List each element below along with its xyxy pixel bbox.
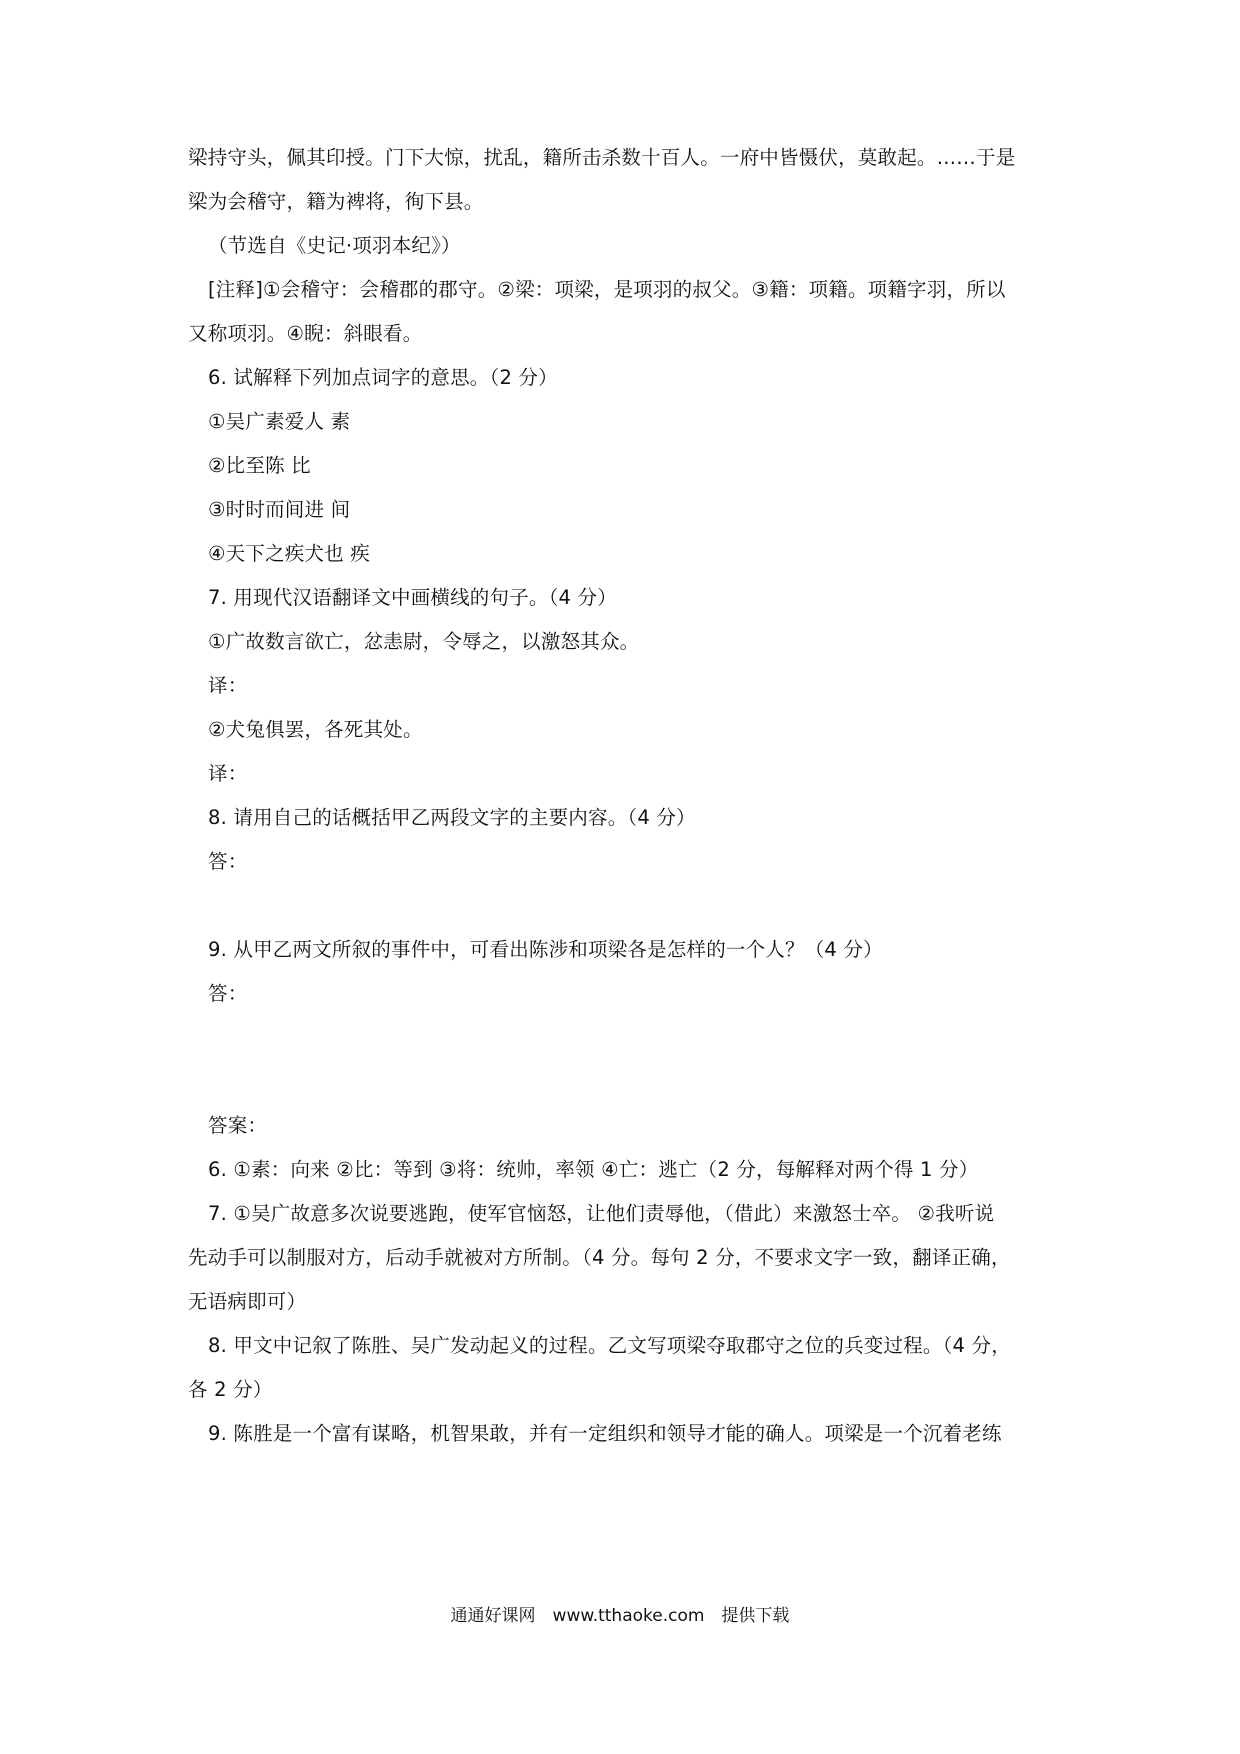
question-7-sentence-2: ②犬兔俱罢，各死其处。 bbox=[208, 718, 423, 741]
question-6-title: 6. 试解释下列加点词字的意思。（2 分） bbox=[208, 366, 558, 389]
passage-source: （节选自《史记·项羽本纪》） bbox=[208, 234, 461, 257]
question-7-translation-1-label: 译： bbox=[208, 674, 248, 697]
question-6-item-3: ③时时而间进 间 bbox=[208, 498, 351, 521]
answer-8-line-2: 各 2 分） bbox=[188, 1378, 273, 1401]
question-6-item-1: ①吴广素爱人 素 bbox=[208, 410, 351, 433]
passage-line-2: 梁为会稽守，籍为裨将，徇下县。 bbox=[188, 190, 484, 213]
question-7-sentence-1: ①广故数言欲亡，忿恚尉，令辱之，以激怒其众。 bbox=[208, 630, 640, 653]
answer-6: 6. ①素：向来 ②比：等到 ③将：统帅，率领 ④亡：逃亡（2 分，每解释对两个得 1 分） bbox=[208, 1158, 979, 1181]
answer-7-line-2: 先动手可以制服对方，后动手就被对方所制。（4 分。每句 2 分，不要求文字一致，翻译正确， bbox=[188, 1246, 1011, 1269]
question-8-answer-label: 答： bbox=[208, 850, 248, 873]
question-8-title: 8. 请用自己的话概括甲乙两段文字的主要内容。（4 分） bbox=[208, 806, 696, 829]
answer-8-line-1: 8. 甲文中记叙了陈胜、吴广发动起义的过程。乙文写项梁夺取郡守之位的兵变过程。（4 分， bbox=[208, 1334, 1011, 1357]
passage-note-line-1: [注释]①会稽守：会稽郡的郡守。②梁：项梁，是项羽的叔父。③籍：项籍。项籍字羽，所以 bbox=[208, 278, 1006, 301]
question-7-translation-2-label: 译： bbox=[208, 762, 248, 785]
passage-note-line-2: 又称项羽。④睨：斜眼看。 bbox=[188, 322, 423, 345]
question-9-answer-label: 答： bbox=[208, 982, 248, 1005]
answer-7-line-1: 7. ①吴广故意多次说要逃跑，使军官恼怒，让他们责辱他，（借此）来激怒士卒。 ②我听说 bbox=[208, 1202, 995, 1225]
answer-7-line-3: 无语病即可） bbox=[188, 1290, 307, 1313]
question-9-title: 9. 从甲乙两文所叙的事件中，可看出陈涉和项梁各是怎样的一个人？（4 分） bbox=[208, 938, 883, 961]
page-footer: 通通好课网 www.tthaoke.com 提供下载 bbox=[450, 1606, 790, 1626]
question-6-item-2: ②比至陈 比 bbox=[208, 454, 311, 477]
answer-9-line-1: 9. 陈胜是一个富有谋略，机智果敢，并有一定组织和领导才能的确人。项梁是一个沉着老练 bbox=[208, 1422, 1002, 1445]
answers-heading: 答案： bbox=[208, 1114, 268, 1137]
question-7-title: 7. 用现代汉语翻译文中画横线的句子。（4 分） bbox=[208, 586, 617, 609]
question-6-item-4: ④天下之疾犬也 疾 bbox=[208, 542, 370, 565]
passage-line-1: 梁持守头，佩其印授。门下大惊，扰乱，籍所击杀数十百人。一府中皆慑伏，莫敢起。……于是 bbox=[188, 146, 1016, 169]
